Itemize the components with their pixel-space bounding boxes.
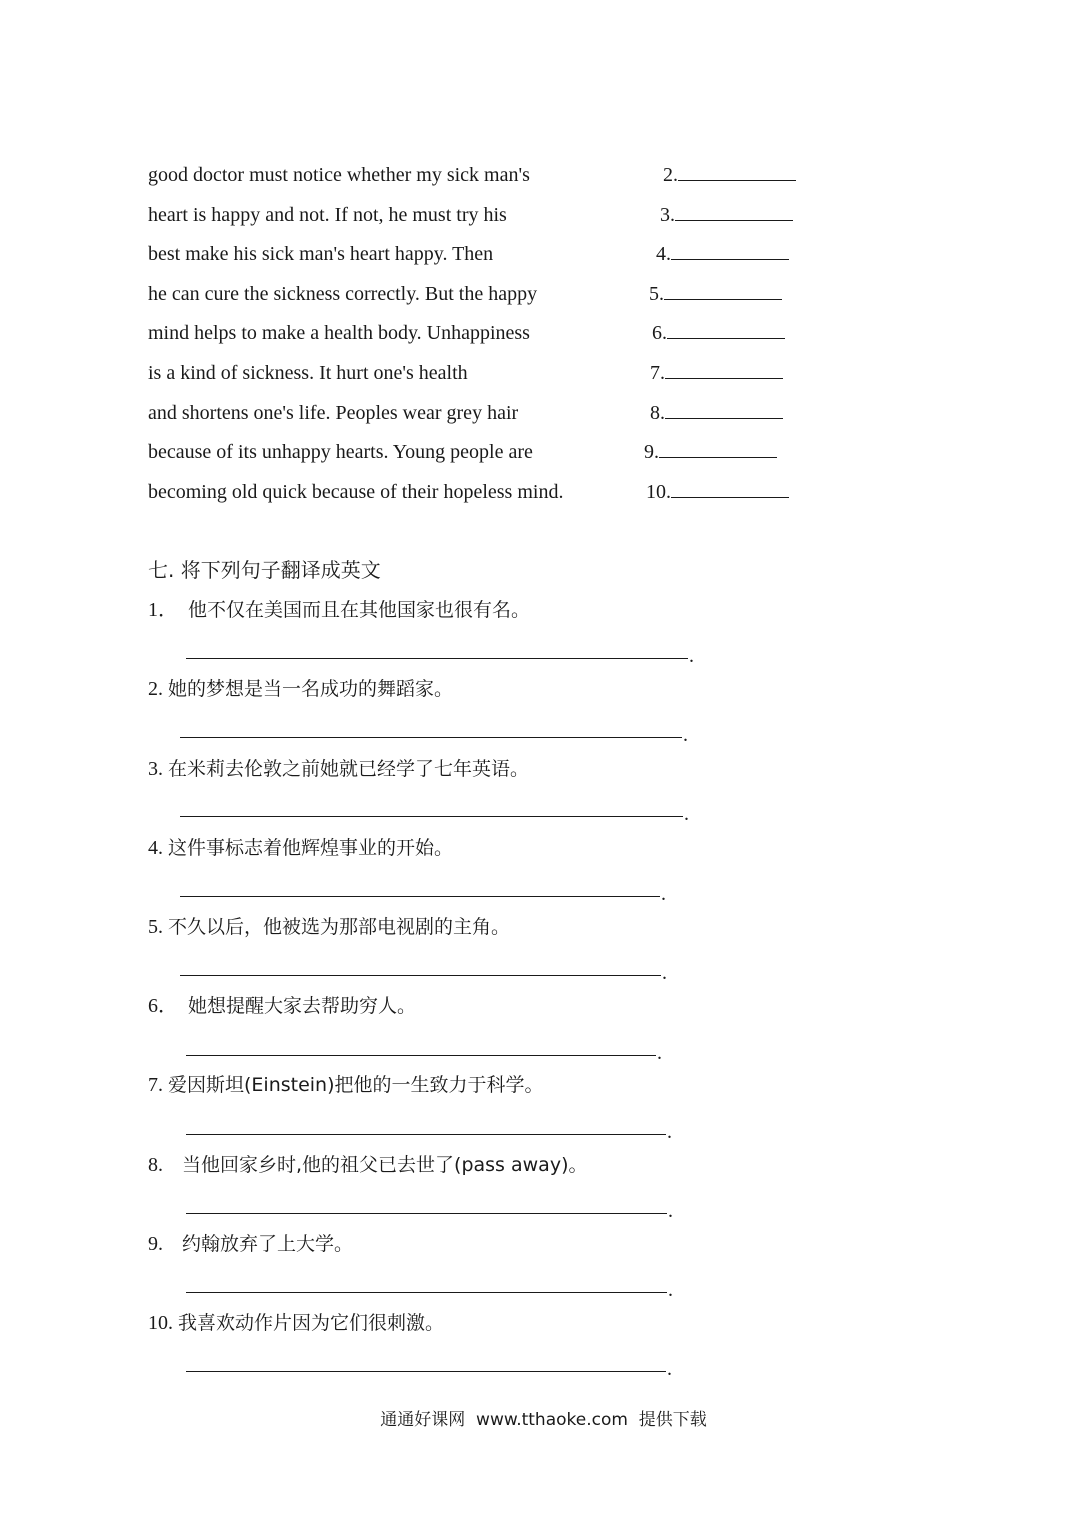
answer-line-10[interactable] — [186, 1371, 666, 1372]
question-text: 她的梦想是当一名成功的舞蹈家。 — [168, 678, 454, 700]
question-number: 5. — [148, 916, 168, 938]
passage-line-6: is a kind of sickness. It hurt one's health — [148, 362, 468, 384]
passage-line-2: heart is happy and not. If not, he must try his — [148, 204, 507, 226]
question-7 — [148, 1072, 544, 1098]
question-2 — [148, 676, 453, 702]
answer-blank[interactable] — [665, 361, 783, 379]
passage-line-3: best make his sick man's heart happy. Then — [148, 243, 494, 265]
question-text: 在米莉去伦敦之前她就已经学了七年英语。 — [168, 758, 530, 780]
question-9 — [148, 1231, 353, 1257]
answer-slot-5[interactable] — [649, 282, 782, 306]
answer-number: 2. — [663, 164, 678, 186]
answer-line-9[interactable] — [186, 1292, 667, 1293]
question-number: 3. — [148, 758, 168, 780]
answer-line-period: . — [662, 962, 667, 984]
page-footer: 通通好课网 www.tthaoke.com 提供下载 — [380, 1410, 707, 1430]
answer-blank[interactable] — [664, 282, 782, 300]
answer-line-5[interactable] — [180, 975, 661, 976]
answer-slot-2[interactable] — [663, 163, 796, 187]
section-heading: 七. 将下列句子翻译成英文 — [148, 558, 381, 582]
question-text: 这件事标志着他辉煌事业的开始。 — [168, 837, 454, 859]
answer-slot-7[interactable] — [650, 361, 783, 385]
question-number: 9. — [148, 1233, 168, 1255]
answer-line-period: . — [657, 1042, 662, 1064]
answer-blank[interactable] — [667, 321, 785, 339]
answer-line-period: . — [667, 1121, 672, 1143]
question-number: 2. — [148, 678, 168, 700]
answer-blank[interactable] — [671, 480, 789, 498]
question-number: 1． — [148, 599, 178, 621]
question-5 — [148, 914, 510, 940]
answer-number: 3. — [660, 204, 675, 226]
passage-line-7: and shortens one's life. Peoples wear grey hair — [148, 402, 519, 424]
answer-line-8[interactable] — [186, 1213, 667, 1214]
question-4 — [148, 835, 453, 861]
answer-line-1[interactable] — [186, 658, 688, 659]
answer-blank[interactable] — [675, 203, 793, 221]
answer-number: 4. — [656, 243, 671, 265]
answer-number: 7. — [650, 362, 665, 384]
passage-line-1: good doctor must notice whether my sick man's — [148, 164, 530, 186]
answer-line-2[interactable] — [180, 737, 682, 738]
passage-line-9: becoming old quick because of their hopeless mind. — [148, 481, 564, 503]
answer-line-period: . — [668, 1279, 673, 1301]
question-number: 10. — [148, 1312, 178, 1334]
question-number: 7. — [148, 1074, 168, 1096]
answer-blank[interactable] — [671, 242, 789, 260]
question-text: 我喜欢动作片因为它们很刺激。 — [178, 1312, 445, 1334]
passage-line-4: he can cure the sickness correctly. But the happy — [148, 283, 538, 305]
question-number: 6． — [148, 995, 178, 1017]
answer-line-period: . — [683, 724, 688, 746]
answer-slot-4[interactable] — [656, 242, 789, 266]
answer-line-period: . — [668, 1200, 673, 1222]
answer-slot-8[interactable] — [650, 401, 783, 425]
passage-line-5: mind helps to make a health body. Unhappiness — [148, 322, 530, 344]
question-text: 当他回家乡时,他的祖父已去世了(pass away)。 — [182, 1154, 588, 1176]
question-text: 不久以后，他被选为那部电视剧的主角。 — [168, 916, 511, 938]
answer-line-period: . — [689, 645, 694, 667]
answer-slot-10[interactable] — [646, 480, 789, 504]
answer-line-3[interactable] — [180, 816, 683, 817]
answer-number: 8. — [650, 402, 665, 424]
question-number: 8. — [148, 1154, 168, 1176]
answer-number: 6. — [652, 322, 667, 344]
question-number: 4. — [148, 837, 168, 859]
question-text: 爱因斯坦(Einstein)把他的一生致力于科学。 — [168, 1074, 544, 1096]
answer-blank[interactable] — [678, 163, 796, 181]
answer-line-period: . — [667, 1358, 672, 1380]
answer-line-period: . — [661, 883, 666, 905]
answer-number: 10. — [646, 481, 671, 503]
answer-slot-9[interactable] — [644, 440, 777, 464]
passage-line-8: because of its unhappy hearts. Young people are — [148, 441, 533, 463]
answer-slot-3[interactable] — [660, 203, 793, 227]
answer-blank[interactable] — [659, 440, 777, 458]
answer-line-7[interactable] — [186, 1134, 666, 1135]
answer-line-4[interactable] — [180, 896, 660, 897]
question-text: 约翰放弃了上大学。 — [182, 1233, 354, 1255]
question-6 — [148, 993, 416, 1019]
question-3 — [148, 756, 529, 782]
question-text: 他不仅在美国而且在其他国家也很有名。 — [188, 599, 531, 621]
question-10 — [148, 1310, 444, 1336]
question-8 — [148, 1152, 587, 1178]
answer-line-6[interactable] — [186, 1055, 656, 1056]
answer-slot-6[interactable] — [652, 321, 785, 345]
question-text: 她想提醒大家去帮助穷人。 — [188, 995, 417, 1017]
answer-number: 9. — [644, 441, 659, 463]
answer-number: 5. — [649, 283, 664, 305]
answer-line-period: . — [684, 803, 689, 825]
question-1 — [148, 597, 530, 623]
answer-blank[interactable] — [665, 401, 783, 419]
